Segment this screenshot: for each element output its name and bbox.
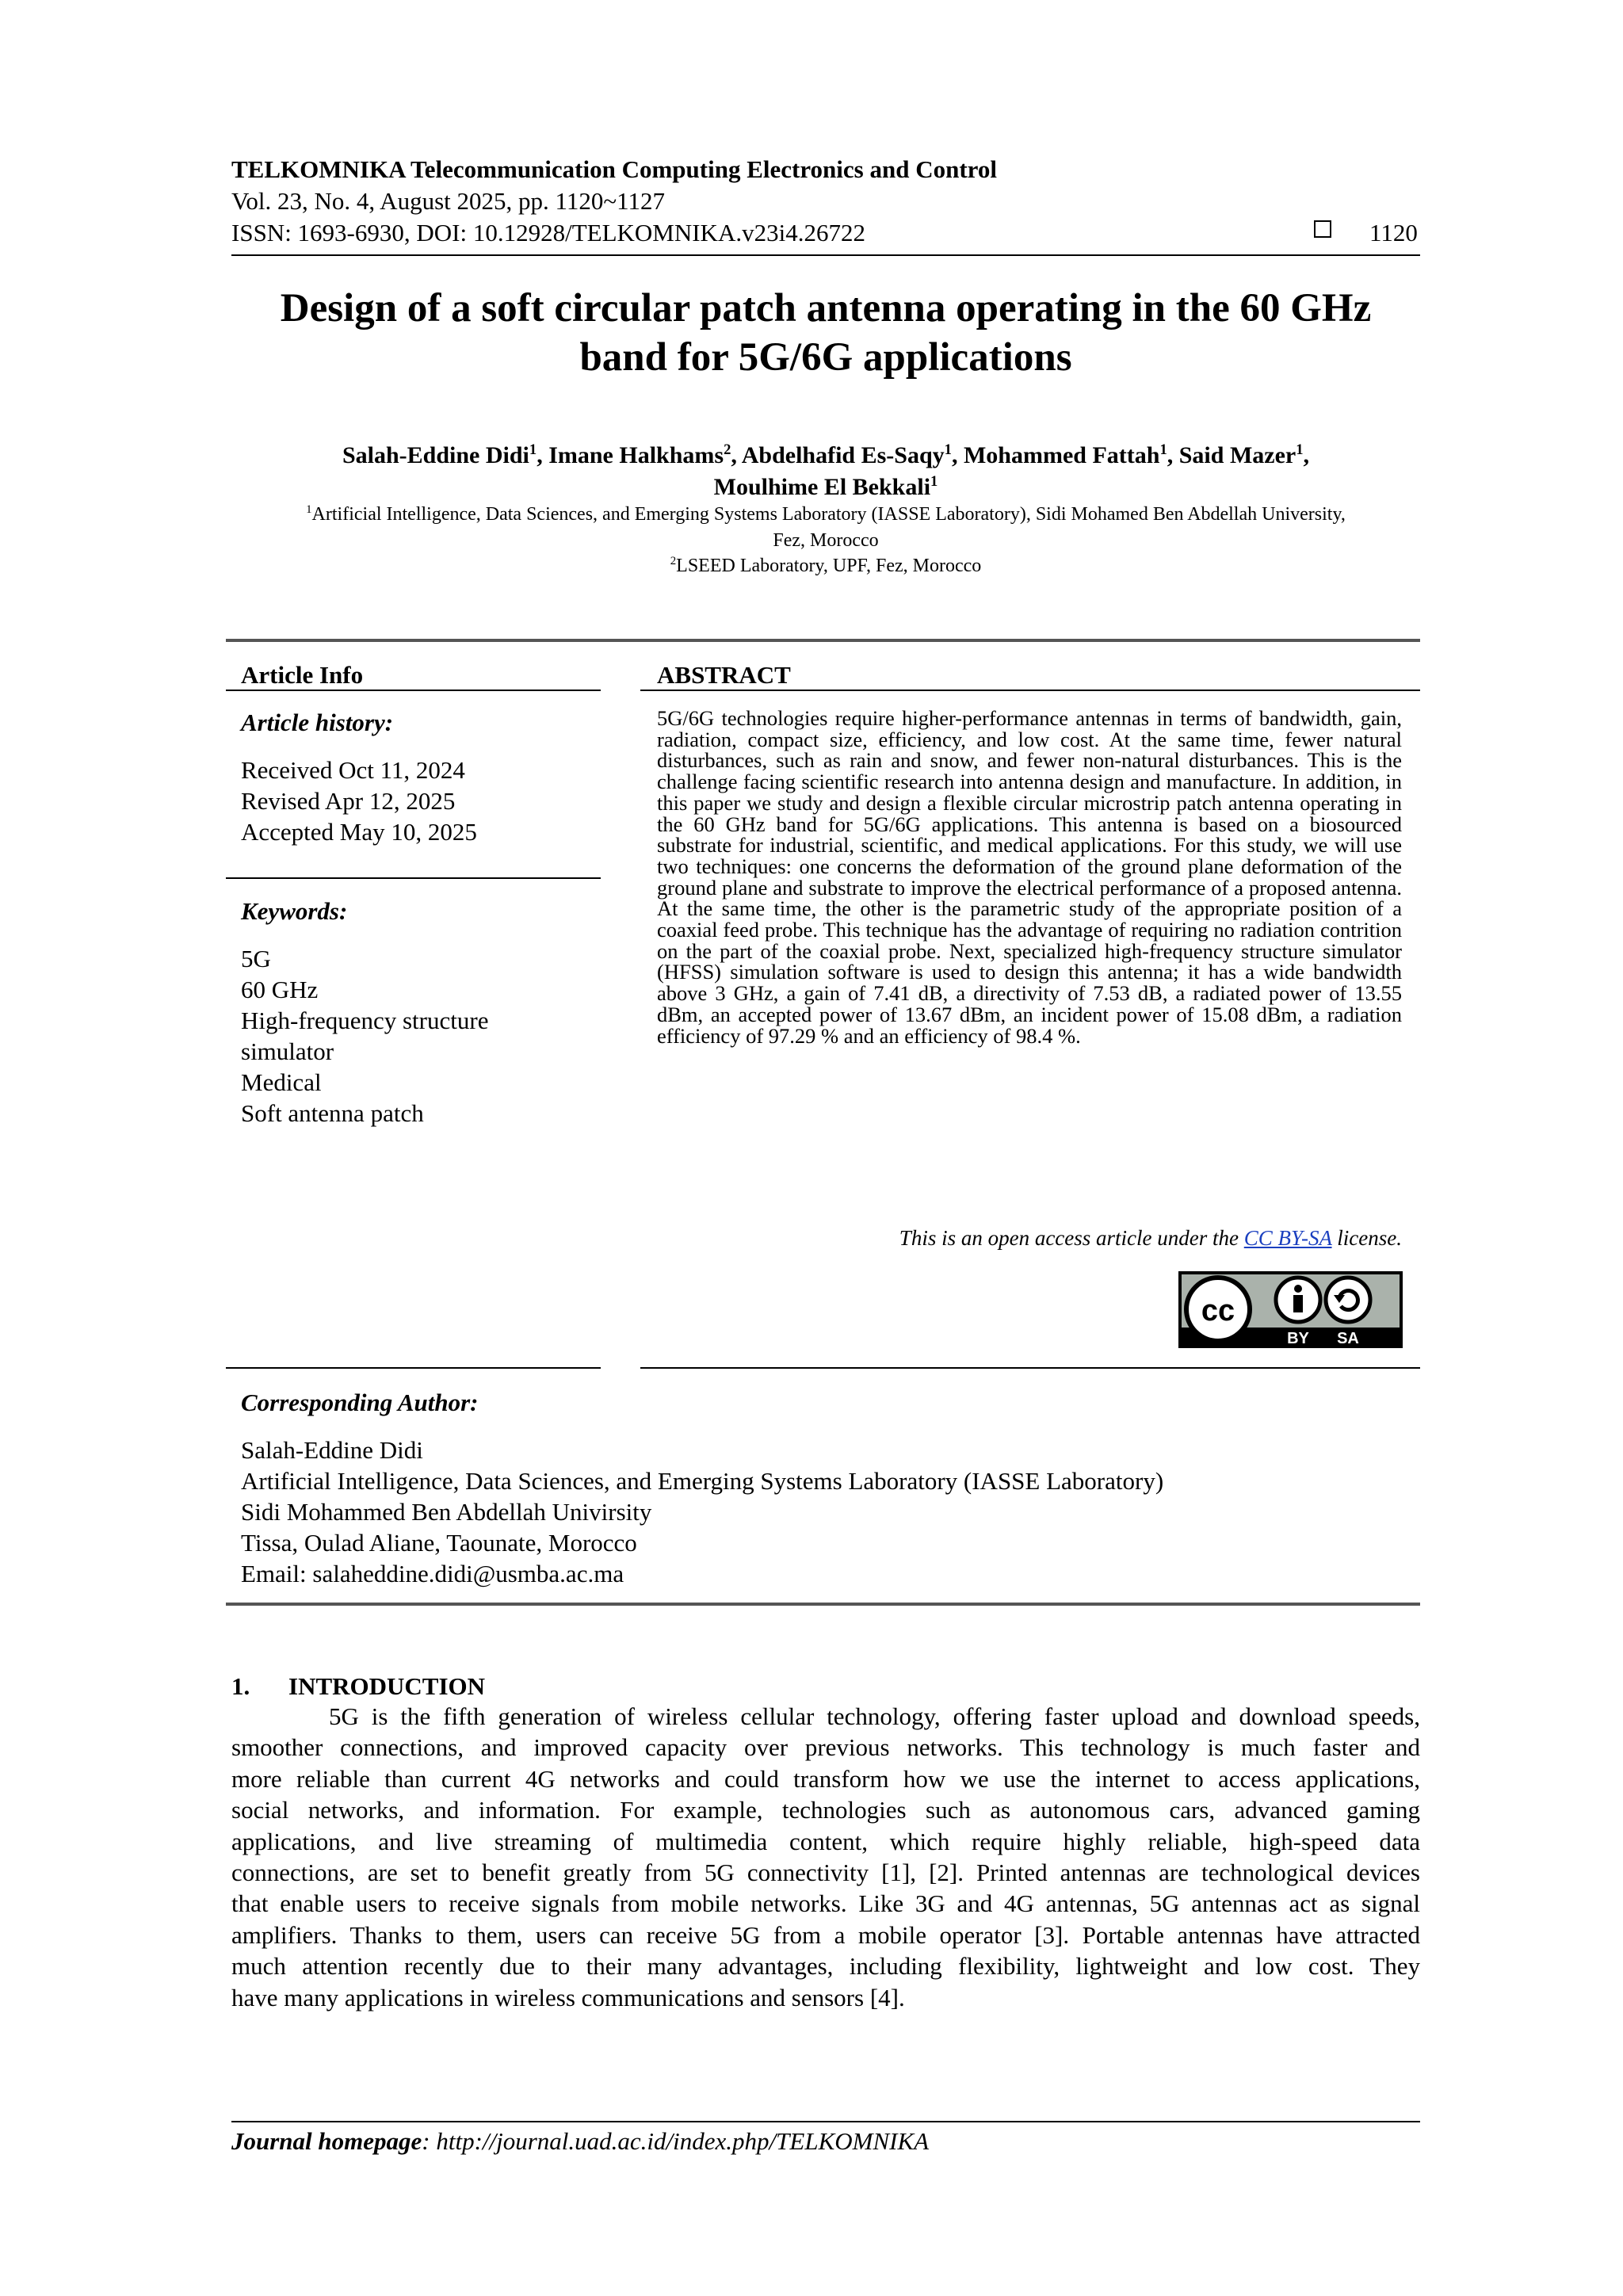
author-name: Abdelhafid Es-Saqy — [741, 442, 945, 468]
section-rule — [226, 639, 1420, 642]
info-bottom-rule — [226, 1367, 601, 1369]
intro-line: amplifiers. Thanks to them, users can receive 5G from a mobile operator [3]. Portable antennas have attracted — [231, 1920, 1420, 1949]
cc-badge-text: cc — [1201, 1294, 1235, 1328]
affiliation-text: Artificial Intelligence, Data Sciences, and Emerging Systems Laboratory (IASSE Laboratory), Sidi Mohamed Ben Abdellah University, — [311, 504, 1346, 525]
history-label: Article history: — [241, 709, 394, 736]
abstract-heading: ABSTRACT — [657, 661, 791, 689]
page-number: 1120 — [1369, 219, 1418, 246]
intro-line: have many applications in wireless communications and sensors [4]. — [231, 1983, 905, 2011]
license-prefix: This is an open access article under the — [899, 1226, 1244, 1250]
author-sup: 1 — [529, 441, 537, 458]
corresponding-label: Corresponding Author: — [241, 1389, 479, 1416]
affiliation-text: Fez, Morocco — [773, 530, 879, 551]
section-title: INTRODUCTION — [288, 1672, 486, 1700]
keywords-list — [241, 943, 488, 1129]
title-line-2: band for 5G/6G applications — [579, 335, 1072, 380]
section-number: 1. — [231, 1672, 250, 1700]
author-name: Imane Halkhams — [548, 442, 724, 468]
intro-line: 5G is the fifth generation of wireless cellular technology, offering faster upload and download speeds, — [329, 1702, 1420, 1730]
intro-line: smoother connections, and improved capacity over previous networks. This technology is much faster and — [231, 1733, 1420, 1762]
author-name: Mohammed Fattah — [963, 442, 1160, 468]
history-item: Accepted May 10, 2025 — [241, 818, 477, 846]
corresponding-university: Sidi Mohammed Ben Abdellah Univirsity — [241, 1498, 652, 1526]
intro-line: much attention recently due to their many advantages, including flexibility, lightweight and low cost. They — [231, 1952, 1420, 1981]
article-info-rule — [226, 690, 601, 691]
affiliation-sup: 1 — [306, 503, 312, 516]
journal-homepage — [231, 2127, 929, 2156]
homepage-label: Journal homepage — [231, 2127, 422, 2155]
affiliation-1 — [231, 502, 1420, 554]
section-bottom-rule — [226, 1603, 1420, 1606]
intro-line: that enable users to receive signals from mobile networks. Like 3G and 4G antennas, 5G antennas act as signal — [231, 1889, 1420, 1918]
intro-line: more reliable than current 4G networks and could transform how we use the internet to access applications, — [231, 1764, 1420, 1793]
affiliation-sup: 2 — [670, 555, 677, 567]
journal-name: TELKOMNIKA Telecommunication Computing Electronics and Control — [231, 155, 997, 183]
sa-badge-text: SA — [1337, 1330, 1359, 1347]
footer-rule — [231, 2121, 1420, 2122]
volume-info: Vol. 23, No. 4, August 2025, pp. 1120~1127 — [231, 187, 665, 215]
article-info-heading: Article Info — [241, 661, 364, 689]
author-name: Moulhime El Bekkali — [713, 474, 931, 500]
abstract-rule — [640, 690, 1420, 691]
open-access-line — [657, 1226, 1402, 1251]
intro-line: social networks, and information. For example, technologies such as autonomous cars, advanced gaming — [231, 1796, 1420, 1824]
by-badge-text: BY — [1287, 1330, 1309, 1347]
corresponding-details — [241, 1435, 1163, 1589]
author-line-2 — [231, 472, 1420, 503]
author-sup: 1 — [944, 441, 952, 458]
author-sup: 1 — [1296, 441, 1304, 458]
history-list — [241, 755, 477, 847]
introduction-heading — [231, 1672, 485, 1701]
corresponding-address: Tissa, Oulad Aliane, Taounate, Morocco — [241, 1529, 637, 1557]
author-sup: 2 — [724, 441, 731, 458]
homepage-url[interactable]: : http://journal.uad.ac.id/index.php/TELKOMNIKA — [422, 2127, 930, 2155]
header-rule — [231, 254, 1420, 256]
cc-by-sa-badge[interactable] — [1178, 1271, 1403, 1348]
corresponding-name: Salah-Eddine Didi — [241, 1436, 423, 1464]
title-line-1: Design of a soft circular patch antenna operating in the 60 GHz — [280, 286, 1372, 330]
history-item: Received Oct 11, 2024 — [241, 756, 465, 784]
keywords-label: Keywords: — [241, 897, 348, 925]
square-icon — [1314, 220, 1331, 238]
author-sup: 1 — [930, 473, 938, 490]
keywords-rule — [226, 877, 601, 879]
author-sup: 1 — [1159, 441, 1167, 458]
abstract-text: 5G/6G technologies require higher-performance antennas in terms of bandwidth, gain, radiation, compact size, efficiency, and low cost. At the same time, fewer natural disturbances, such as rain and snow, and fewer non-natural disturbances. This is the challenge facing scientific research into antenna design and manufacture. In addition, in this paper we study and design a flexible circular microstrip patch antenna operating in the 60 GHz band for 5G/6G applications. This antenna is based on a biosourced substrate for industrial, scientific, and medical applications. For this study, we will use two techniques: one concerns the deformation of the ground plane deformation of the ground plane and substrate to improve the electrical performance of a proposed antenna. At the same time, the other is the parametric study of the appropriate position of a coaxial feed probe. This technique has the advantage of requiring no radiation contrition on the part of the coaxial probe. Next, specialized high-frequency structure simulator (HFSS) simulation software is used to design this antenna; it has a wide bandwidth above 3 GHz, a gain of 7.41 dB, a directivity of 7.53 dB, a radiated power of 13.55 dBm, an accepted power of 13.67 dBm, an incident power of 15.08 dBm, a radiation efficiency of 97.29 % and an efficiency of 98.4 %. — [657, 706, 1402, 1048]
author-line-1: Salah-Eddine Didi$^1$, Imane Halkhams$^2$, Abdelhafid Es-Saqy$^1$, Mohammed Fattah$^1$, Said Mazer$^1$, — [342, 441, 1310, 468]
cc-by-sa-logo-icon — [1178, 1271, 1403, 1348]
cc-by-sa-link[interactable]: CC BY-SA — [1243, 1226, 1332, 1250]
keyword-item: simulator — [241, 1037, 334, 1065]
abstract-bottom-rule — [640, 1367, 1420, 1369]
keyword-item: Medical — [241, 1068, 322, 1096]
introduction-body — [231, 1701, 1420, 2013]
corresponding-lab: Artificial Intelligence, Data Sciences, and Emerging Systems Laboratory (IASSE Laboratory) — [241, 1467, 1164, 1495]
author-list — [231, 440, 1420, 503]
issn-doi: ISSN: 1693-6930, DOI: 10.12928/TELKOMNIKA.v23i4.26722 — [231, 219, 865, 246]
license-suffix: license. — [1331, 1226, 1402, 1250]
corresponding-email[interactable]: Email: salaheddine.didi@usmba.ac.ma — [241, 1560, 624, 1587]
history-item: Revised Apr 12, 2025 — [241, 787, 456, 815]
affiliation-text: LSEED Laboratory, UPF, Fez, Morocco — [676, 556, 982, 576]
keyword-item: 5G — [241, 945, 271, 972]
affiliation-2 — [231, 553, 1420, 579]
keyword-item: Soft antenna patch — [241, 1099, 424, 1127]
keyword-item: 60 GHz — [241, 976, 319, 1003]
author-name: Said Mazer — [1178, 442, 1296, 468]
author-name: Salah-Eddine Didi — [342, 442, 529, 468]
keyword-item: High-frequency structure — [241, 1007, 489, 1034]
intro-line: connections, are set to benefit greatly from 5G connectivity [1], [2]. Printed antennas are technological devices — [231, 1859, 1420, 1887]
paper-title — [231, 284, 1420, 382]
intro-line: applications, and live streaming of multimedia content, which require highly reliable, high-speed data — [231, 1827, 1420, 1855]
